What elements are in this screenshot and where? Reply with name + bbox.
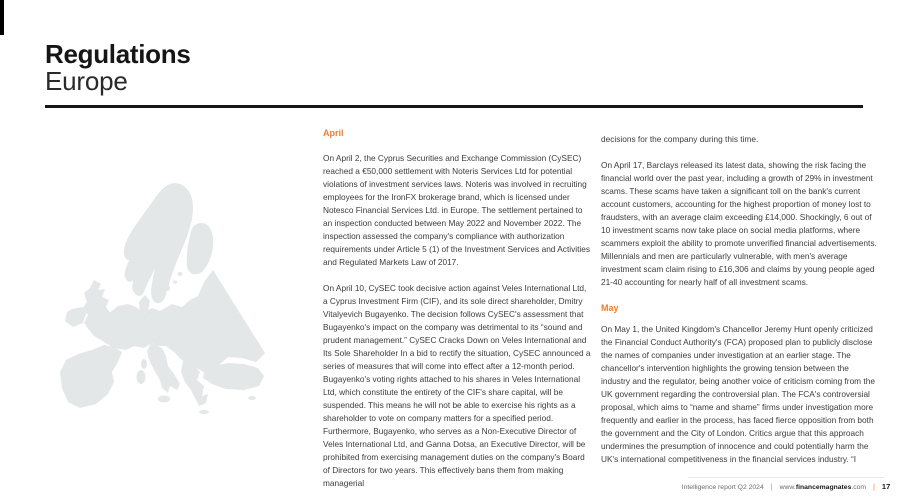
map-crete <box>199 410 209 414</box>
map-ireland <box>65 307 86 327</box>
map-baltic-island <box>173 281 177 284</box>
page-title: Regulations <box>45 39 191 69</box>
report-label: Intelligence report Q2 2024 <box>681 484 764 491</box>
footer-separator: | <box>770 484 773 491</box>
map-corsica <box>141 359 147 369</box>
article-column-1 <box>323 127 591 500</box>
website-suffix: .com <box>851 484 867 491</box>
paragraph: On May 1, the United Kingdom's Chancellor Jeremy Hunt openly criticized the Financial Conduct Authority's (FCA) proposed plan to publicly disclose the names of companies under investigation at an earlier stage. The chancellor's intervention highlights the growing tension between the industry and the regulator, being another voice of criticism coming from the UK government regarding the controversial plan. The FCA's controversial proposal, which aims to “name and shame” firms under investigation more frequently and earlier in the process, has faced fierce opposition from both the government and the City of London. Critics argue that this approach undermines the presumption of innocence and could potentially harm the UK's international competitiveness in the financial services industry. “I <box>601 324 875 464</box>
page-number: 17 <box>881 482 891 491</box>
website-prefix: www. <box>779 484 796 491</box>
map-baltic-island <box>178 272 183 276</box>
page-footer <box>681 477 891 491</box>
page-subtitle: Europe <box>45 66 128 96</box>
map-gotland <box>166 285 170 291</box>
map-scandinavia <box>124 183 193 303</box>
website-url <box>780 484 867 491</box>
section-label-april: April <box>323 128 344 138</box>
header-rule <box>45 105 863 108</box>
map-cyprus <box>248 396 256 400</box>
section-label-may: May <box>601 303 619 313</box>
map-iberia <box>60 345 122 408</box>
page-header <box>45 41 191 95</box>
website-name: financemagnates <box>795 484 852 491</box>
paragraph: decisions for the company during this time. <box>601 134 759 144</box>
corner-crop-mark <box>0 0 4 35</box>
map-sicily <box>158 396 170 403</box>
article-column-2 <box>601 127 880 479</box>
paragraph: On April 2, the Cyprus Securities and Exchange Commission (CySEC) reached a €50,000 settlement with Noteris Services Ltd for potential violations of investment services laws. Noteris was involved in recruiting employees for the IronFX brokerage brand, which is licensed under Notesco Financial Services Ltd. in Europe. The settlement pertained to an inspection conducted between May 2022 and November 2022. The inspection assessed the company's compliance with authorization requirements under Article 5 (1) of the Investment Services and Activities and Regulated Markets Law of 2017. <box>323 153 591 267</box>
europe-map-icon <box>56 176 282 416</box>
map-sardinia <box>137 370 146 384</box>
paragraph: On April 10, CySEC took decisive action against Veles International Ltd, a Cyprus Investment Firm (CIF), and its sole direct shareholder, Dmitry Vitalyevich Bugayenko. The decision follows CySEC's assessment that Bugayenko's impact on the company was detrimental to its “sound and prudent management.” CySEC Cracks Down on Veles International and Its Sole Shareholder In a bid to rectify the situation, CySEC announced a series of measures that will come into effect after a 12-month period. Bugayenko's voting rights attached to his shares in Veles International Ltd, which constitute the entirety of the CIF's share capital, will be suspended. This means he will not be able to exercise his rights as a shareholder to vote on company matters for a specified period. Furthermore, Bugayenko, who serves as a Non-Executive Director of Veles International Ltd, and Ganna Dotsa, an Executive Director, will be prohibited from exercising management duties on the company's Board of Directors for two years. This effectively bans them from making managerial <box>323 283 591 488</box>
map-finland <box>187 223 213 274</box>
footer-separator: | <box>873 484 875 491</box>
paragraph: On April 17, Barclays released its latest data, showing the risk facing the financial world over the past year, including a growth of 29% in investment scams. These scams have taken a significant toll on the bank's current account customers, accounting for the highest proportion of money lost to fraudsters, with an average claim exceeding £14,000. Shockingly, 6 out of 10 investment scams now take place on social media platforms, where scammers exploit the ability to promote unverified financial advertisements. Millennials and men are particularly vulnerable, with men's average investment scam claim rising to £16,306 and claims by young people aged 21-40 accounting for nearly half of all investment scams. <box>601 160 877 287</box>
